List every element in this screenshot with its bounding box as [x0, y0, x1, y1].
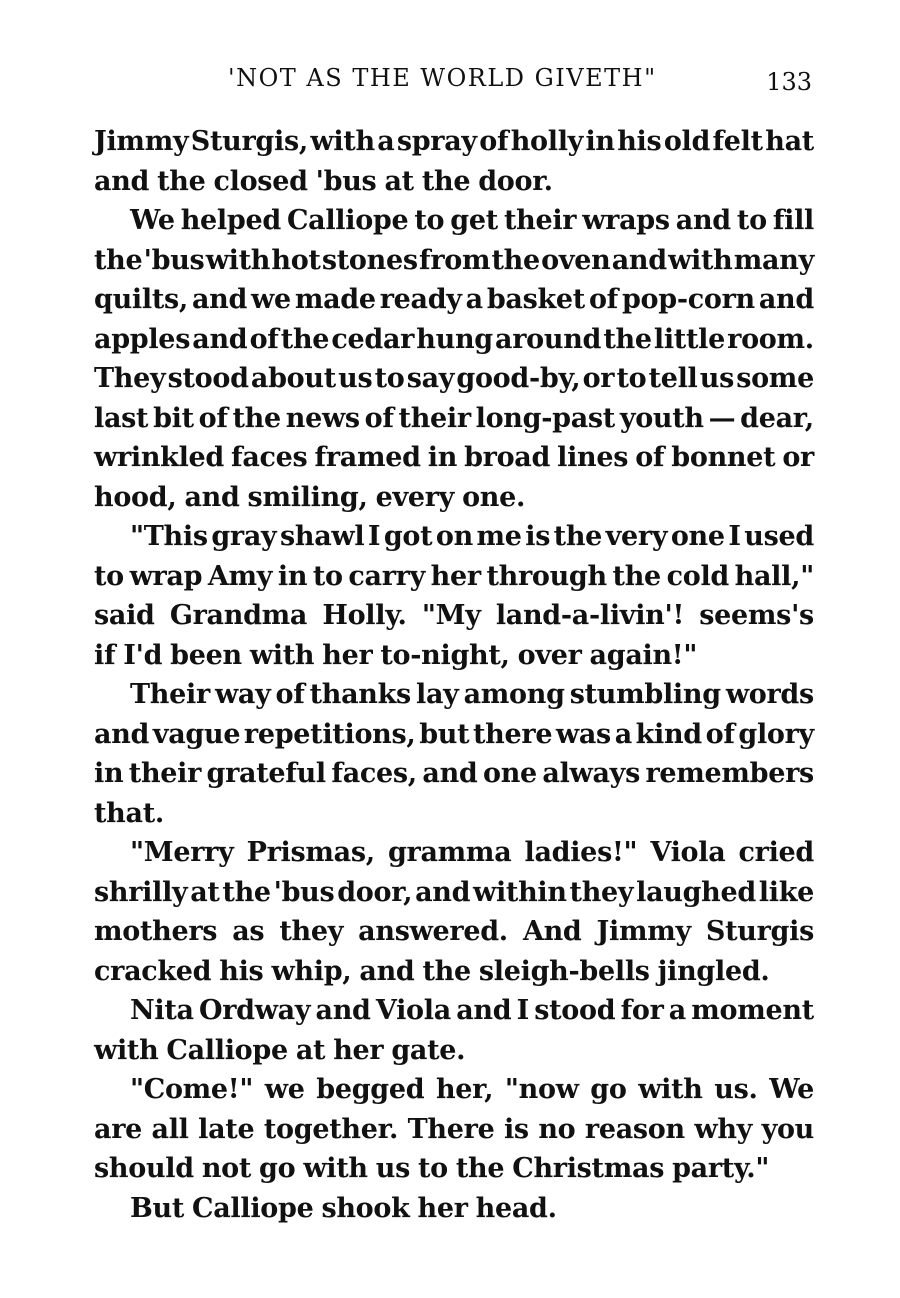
word: Calliope — [192, 1192, 314, 1224]
word: I — [367, 521, 381, 552]
word: the — [612, 560, 661, 592]
word: with — [205, 244, 271, 276]
word: very — [605, 521, 668, 552]
word: "now — [504, 1074, 579, 1105]
word: youth — [619, 402, 704, 434]
word: his — [617, 126, 662, 157]
word: us — [699, 363, 734, 394]
word: gray — [211, 521, 277, 552]
word: their — [503, 205, 577, 236]
word: was — [555, 718, 611, 750]
word: why — [694, 1113, 753, 1145]
word: about — [250, 363, 336, 394]
word: always — [542, 758, 640, 789]
word: shawl — [280, 521, 365, 552]
word: Jimmy — [94, 126, 189, 157]
word: the — [553, 521, 603, 552]
word: go — [590, 1074, 627, 1105]
text-line — [94, 640, 814, 680]
word: of — [479, 126, 509, 157]
word: us — [338, 363, 373, 394]
text-line — [94, 1193, 814, 1233]
word: whip, — [271, 955, 352, 987]
word: stood — [167, 363, 249, 394]
word: should — [94, 1153, 194, 1184]
word: of — [249, 323, 279, 355]
word: ready — [379, 284, 462, 315]
word: but — [419, 718, 470, 750]
word: wraps — [582, 205, 670, 236]
word: mothers — [94, 916, 218, 947]
word: little — [653, 323, 725, 355]
book-page — [94, 58, 814, 1232]
word: quilts, — [94, 284, 188, 315]
word: Nita — [130, 995, 194, 1026]
word: Holly. — [322, 600, 407, 631]
word: among — [463, 679, 565, 710]
word: of — [275, 679, 305, 710]
word: the — [157, 165, 206, 197]
word: vague — [152, 718, 241, 750]
word: and — [192, 323, 248, 355]
word: to — [94, 560, 124, 592]
word: to — [374, 363, 405, 394]
word: is — [503, 1113, 529, 1145]
word: faces — [231, 442, 308, 473]
running-head — [94, 58, 814, 98]
word: hung — [416, 323, 493, 355]
word: wrinkled — [94, 442, 224, 473]
page-number: 133 — [766, 68, 812, 96]
word: last — [94, 402, 149, 434]
word: me — [476, 521, 522, 552]
word: a — [465, 284, 483, 315]
word: Prismas, — [246, 837, 375, 868]
word: and — [456, 995, 512, 1026]
word: made — [294, 284, 376, 315]
word: and — [675, 205, 731, 236]
word: to — [616, 363, 647, 394]
word: the — [603, 323, 652, 355]
word: helped — [180, 205, 281, 236]
text-line — [94, 877, 814, 917]
word: 'bus — [315, 165, 377, 197]
word: I'd — [123, 639, 163, 671]
word: door. — [478, 165, 553, 197]
text-line — [94, 1114, 814, 1154]
word: in — [94, 758, 124, 789]
word: are — [94, 1113, 142, 1145]
word: begged — [316, 1074, 425, 1105]
word: you — [761, 1113, 814, 1145]
word: of — [705, 718, 735, 750]
word: used — [744, 521, 814, 552]
word: one — [482, 758, 537, 789]
text-line — [94, 798, 814, 838]
word: said — [94, 600, 155, 631]
word: wrap — [129, 560, 203, 592]
text-line — [94, 679, 814, 719]
word: moment — [691, 995, 814, 1026]
word: Sturgis, — [190, 126, 308, 157]
text-line — [94, 126, 814, 166]
word: seems's — [699, 600, 814, 631]
word: bonnet — [671, 442, 776, 473]
text-line — [94, 166, 814, 206]
word: ladies!" — [524, 837, 638, 868]
word: grateful — [206, 758, 326, 789]
word: us. — [714, 1074, 758, 1105]
word: laughed — [636, 876, 756, 908]
word: with — [638, 1074, 703, 1105]
word: framed — [314, 442, 421, 473]
word: there — [473, 718, 553, 750]
word: with — [668, 244, 733, 276]
word: the — [280, 323, 330, 355]
word: holly — [510, 126, 584, 157]
word: broad — [464, 442, 551, 473]
word: with — [310, 126, 375, 157]
word: the — [222, 876, 271, 908]
word: cold — [666, 560, 729, 592]
word: oven — [541, 244, 611, 276]
word: and — [415, 876, 471, 908]
word: we — [264, 1074, 305, 1105]
word: "Come!" — [130, 1074, 254, 1105]
text-line — [94, 956, 814, 996]
word: "This — [130, 521, 208, 552]
text-line — [94, 482, 814, 522]
running-title: 'NOT AS THE WORLD GIVETH" — [228, 64, 657, 92]
word: not — [201, 1153, 252, 1184]
word: Grandma — [169, 600, 308, 631]
word: they — [279, 916, 344, 947]
word: is — [525, 521, 551, 552]
word: the — [94, 244, 143, 276]
word: basket — [486, 284, 585, 315]
text-line — [94, 403, 814, 443]
word: gramma — [387, 837, 512, 868]
word: a — [377, 126, 395, 157]
word: thanks — [309, 679, 411, 710]
word: glory — [738, 718, 814, 750]
word: to-night, — [380, 639, 510, 671]
text-line — [94, 1035, 814, 1075]
word: her — [430, 560, 481, 592]
text-line — [94, 1153, 814, 1193]
word: They — [94, 363, 166, 394]
word: and — [315, 995, 371, 1026]
word: and — [94, 718, 150, 750]
word: cedar — [331, 323, 415, 355]
word: the — [491, 244, 540, 276]
word: got — [383, 521, 433, 552]
word: and — [422, 758, 478, 789]
word: every — [375, 481, 455, 513]
text-line — [94, 1074, 814, 1114]
word: through — [486, 560, 607, 592]
word: And — [522, 916, 582, 947]
word: I — [516, 995, 529, 1026]
word: at — [190, 876, 220, 908]
word: of — [364, 402, 394, 434]
word: to — [414, 205, 445, 236]
word: with — [94, 1034, 159, 1066]
word: and — [359, 955, 415, 987]
word: the — [455, 1153, 505, 1184]
word: cried — [738, 837, 814, 868]
word: as — [232, 916, 265, 947]
word: "Merry — [130, 837, 234, 868]
word: Calliope — [286, 205, 409, 236]
word: 'bus — [273, 876, 335, 908]
word: party." — [672, 1153, 770, 1184]
word: from — [419, 244, 491, 276]
word: or — [582, 363, 615, 394]
word: stones — [321, 244, 418, 276]
word: kind — [635, 718, 702, 750]
word: land-a-livin'! — [495, 600, 685, 631]
word: together. — [263, 1113, 399, 1145]
body-text — [94, 126, 814, 1232]
word: shrilly — [94, 876, 188, 908]
word: gate. — [391, 1034, 466, 1066]
text-line — [94, 324, 814, 364]
word: some — [736, 363, 814, 394]
word: a — [668, 995, 686, 1026]
word: Jimmy — [596, 916, 691, 947]
word: dear, — [740, 402, 814, 434]
word: if — [94, 639, 116, 671]
word: her, — [435, 1074, 494, 1105]
word: his — [219, 955, 264, 987]
word: the — [422, 955, 471, 987]
word: shook — [321, 1192, 410, 1224]
word: reason — [584, 1113, 685, 1145]
word: in — [585, 126, 615, 157]
word: Calliope — [166, 1034, 288, 1066]
word: head. — [475, 1192, 557, 1224]
word: to — [417, 1153, 448, 1184]
word: at — [295, 1034, 326, 1066]
text-line — [94, 205, 814, 245]
word: 'bus — [143, 244, 205, 276]
word: "My — [421, 600, 481, 631]
word: around — [495, 323, 602, 355]
word: within — [473, 876, 567, 908]
word: bit — [153, 402, 194, 434]
word: and — [611, 244, 667, 276]
word: Christmas — [512, 1153, 665, 1184]
word: tell — [648, 363, 698, 394]
word: long-past — [475, 402, 615, 434]
word: stood — [534, 995, 616, 1026]
word: get — [450, 205, 498, 236]
word: jingled. — [657, 955, 770, 987]
word: faces, — [331, 758, 417, 789]
text-line — [94, 916, 814, 956]
word: hot — [271, 244, 321, 276]
word: and — [758, 284, 814, 315]
word: closed — [213, 165, 308, 197]
word: go — [259, 1153, 296, 1184]
text-line — [94, 837, 814, 877]
word: to — [736, 205, 767, 236]
text-line — [94, 363, 814, 403]
word: of — [198, 402, 228, 434]
word: apples — [94, 323, 191, 355]
word: her — [417, 1192, 468, 1224]
word: and — [184, 481, 240, 513]
word: room. — [727, 323, 814, 355]
word: good-by, — [456, 363, 581, 394]
word: say — [406, 363, 455, 394]
word: been — [170, 639, 242, 671]
word: But — [130, 1192, 185, 1224]
word: Sturgis — [705, 916, 814, 947]
word: Their — [130, 679, 210, 710]
text-line — [94, 995, 814, 1035]
word: with — [249, 639, 315, 671]
word: at — [384, 165, 414, 197]
word: one. — [462, 481, 526, 513]
word: Viola — [650, 837, 726, 868]
word: cracked — [94, 955, 212, 987]
word: us — [375, 1153, 410, 1184]
word: Amy — [207, 560, 273, 592]
word: hood, — [94, 481, 177, 513]
word: like — [758, 876, 814, 908]
word: her — [322, 639, 373, 671]
word: answered. — [358, 916, 508, 947]
text-line — [94, 600, 814, 640]
text-line — [94, 284, 814, 324]
word: and — [94, 165, 150, 197]
word: We — [130, 205, 175, 236]
word: way — [214, 679, 271, 710]
word: remembers — [645, 758, 814, 789]
word: with — [303, 1153, 368, 1184]
word: the — [232, 402, 281, 434]
word: her — [333, 1034, 384, 1066]
word: in — [277, 560, 308, 592]
word: that. — [94, 797, 164, 829]
word: smiling, — [247, 481, 368, 513]
word: again!" — [589, 639, 698, 671]
text-line — [94, 442, 814, 482]
word: their — [128, 758, 202, 789]
word: sleigh-bells — [478, 955, 650, 987]
word: pop-corn — [621, 284, 755, 315]
word: the — [421, 165, 471, 197]
word: their — [398, 402, 471, 434]
word: we — [251, 284, 291, 315]
word: and — [191, 284, 248, 315]
text-line — [94, 719, 814, 759]
word: in — [427, 442, 458, 473]
word: of — [588, 284, 618, 315]
word: for — [620, 995, 664, 1026]
word: lay — [415, 679, 459, 710]
word: they — [569, 876, 634, 908]
text-line — [94, 521, 814, 561]
word: old — [663, 126, 711, 157]
word: hall," — [734, 560, 814, 592]
word: I — [728, 521, 741, 552]
word: a — [614, 718, 632, 750]
text-line — [94, 758, 814, 798]
word: to — [312, 560, 343, 592]
word: many — [733, 244, 814, 276]
word: no — [538, 1113, 576, 1145]
word: stumbling — [569, 679, 721, 710]
word: hat — [765, 126, 814, 157]
word: Viola — [375, 995, 451, 1026]
word: over — [517, 639, 582, 671]
word: Ordway — [198, 995, 311, 1026]
word: There — [407, 1113, 495, 1145]
word: late — [198, 1113, 255, 1145]
word: of — [635, 442, 665, 473]
word: — — [708, 402, 736, 434]
word: words — [725, 679, 814, 710]
word: one — [670, 521, 725, 552]
word: fill — [772, 205, 814, 236]
word: on — [435, 521, 473, 552]
word: lines — [557, 442, 629, 473]
word: spray — [396, 126, 477, 157]
word: news — [285, 402, 360, 434]
word: or — [782, 442, 814, 473]
text-line — [94, 561, 814, 601]
word: carry — [348, 560, 425, 592]
word: door, — [337, 876, 413, 908]
word: felt — [712, 126, 763, 157]
text-line — [94, 245, 814, 285]
word: repetitions, — [243, 718, 416, 750]
word: We — [769, 1074, 814, 1105]
word: all — [151, 1113, 189, 1145]
